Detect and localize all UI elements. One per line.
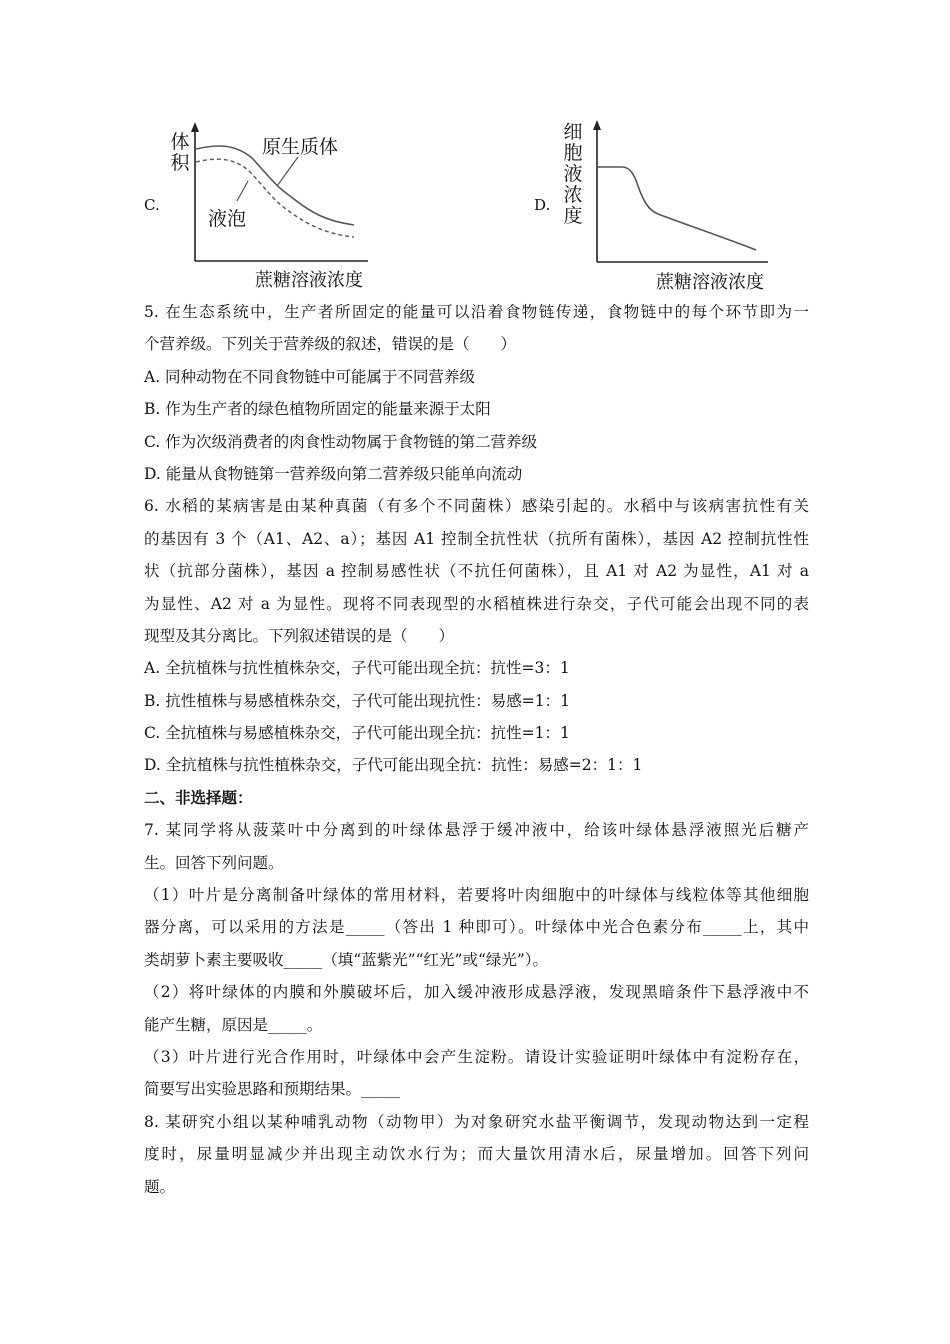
q5-option-d: D. 能量从食物链第一营养级向第二营养级只能单向流动 bbox=[144, 464, 523, 483]
q7-sub2-line-2: 能产生糖，原因是_____。 bbox=[144, 1015, 323, 1034]
x-axis-label: 蔗糖溶液浓度 bbox=[656, 272, 764, 293]
question-body bbox=[144, 296, 809, 1203]
q5-option-b: B. 作为生产者的绿色植物所固定的能量来源于太阳 bbox=[144, 400, 491, 419]
q8-stem-line-2: 度时，尿量明显减少并出现主动饮水行为；而大量饮用清水后，尿量增加。回答下列问 bbox=[144, 1145, 809, 1164]
q5-stem-line-1: 5. 在生态系统中，生产者所固定的能量可以沿着食物链传递，食物链中的每个环节即为一 bbox=[144, 303, 809, 321]
q7-sub1-line-2: 器分离，可以采用的方法是_____（答出 1 种即可）。叶绿体中光合色素分布_____上，其中 bbox=[144, 918, 809, 937]
q5-option-a: A. 同种动物在不同食物链中可能属于不同营养级 bbox=[144, 367, 476, 386]
q6-option-d: D. 全抗植株与抗性植株杂交，子代可能出现全抗：抗性：易感=2：1：1 bbox=[144, 756, 643, 775]
q7-sub1-line-3: 类胡萝卜素主要吸收_____（填“蓝紫光”“红光”或“绿光”）。 bbox=[144, 950, 549, 969]
chart-c-axes bbox=[140, 120, 380, 290]
pointer-line-protoplast bbox=[277, 157, 298, 186]
pointer-line-vacuole bbox=[237, 181, 248, 201]
y-axis-label: 体 积 bbox=[170, 131, 190, 174]
x-axis-label: 蔗糖溶液浓度 bbox=[255, 270, 363, 291]
vacuole-label: 液泡 bbox=[208, 208, 247, 230]
figure-c bbox=[140, 120, 380, 290]
q6-stem-line-5: 现型及其分离比。下列叙述错误的是（ ） bbox=[144, 626, 455, 645]
protoplast-label: 原生质体 bbox=[262, 136, 339, 158]
q8-stem-line-3: 题。 bbox=[144, 1177, 176, 1196]
q6-stem-line-1: 6. 水稻的某病害是由某种真菌（有多个不同菌株）感染引起的。水稻中与该病害抗性有关 bbox=[144, 497, 809, 516]
q7-stem-line-1: 7. 某同学将从菠菜叶中分离到的叶绿体悬浮于缓冲液中，给该叶绿体悬浮液照光后糖产 bbox=[144, 821, 809, 840]
q6-option-b: B. 抗性植株与易感植株杂交，子代可能出现抗性：易感=1：1 bbox=[144, 691, 570, 710]
option-c-label: C. bbox=[144, 196, 160, 214]
q6-option-a: A. 全抗植株与抗性植株杂交，子代可能出现全抗：抗性=3：1 bbox=[144, 659, 570, 678]
q7-sub3-line-1: （3）叶片进行光合作用时，叶绿体中会产生淀粉。请设计实验证明叶绿体中有淀粉存在， bbox=[144, 1047, 809, 1066]
q6-option-c: C. 全抗植株与易感植株杂交，子代可能出现全抗：抗性=1：1 bbox=[144, 724, 570, 743]
q7-stem-line-2: 生。回答下列问题。 bbox=[144, 853, 284, 872]
q5-stem-line-2: 个营养级。下列关于营养级的叙述，错误的是（ ） bbox=[144, 335, 517, 354]
q6-stem-line-4: 为显性、A2 对 a 为显性。现将不同表现型的水稻植株进行杂交，子代可能会出现不同的表 bbox=[144, 594, 809, 613]
q5-option-c: C. 作为次级消费者的肉食性动物属于食物链的第二营养级 bbox=[144, 432, 538, 451]
option-d-label: D. bbox=[534, 196, 551, 214]
section-heading: 二、非选择题： bbox=[144, 788, 253, 807]
q7-sub2-line-1: （2）将叶绿体的内膜和外膜破坏后，加入缓冲液形成悬浮液，发现黑暗条件下悬浮液中不 bbox=[144, 983, 809, 1002]
q7-sub1-line-1: （1）叶片是分离制备叶绿体的常用材料，若要将叶肉细胞中的叶绿体与线粒体等其他细胞 bbox=[144, 886, 809, 905]
figure-d bbox=[530, 118, 790, 294]
q7-sub3-line-2: 简要写出实验思路和预期结果。_____ bbox=[144, 1080, 400, 1099]
q6-stem-line-2: 的基因有 3 个（A1、A2、a）；基因 A1 控制全抗性状（抗所有菌株），基因 A2 控制抗性性 bbox=[144, 529, 809, 548]
cell-sap-curve bbox=[598, 167, 756, 250]
q6-stem-line-3: 状（抗部分菌株），基因 a 控制易感性状（不抗任何菌株），且 A1 对 A2 为显性，A1 对 a bbox=[144, 562, 809, 581]
q8-stem-line-1: 8. 某研究小组以某种哺乳动物（动物甲）为对象研究水盐平衡调节，发现动物达到一定程 bbox=[144, 1112, 809, 1131]
y-axis-label: 细 胞 液 浓 度 bbox=[563, 121, 583, 227]
